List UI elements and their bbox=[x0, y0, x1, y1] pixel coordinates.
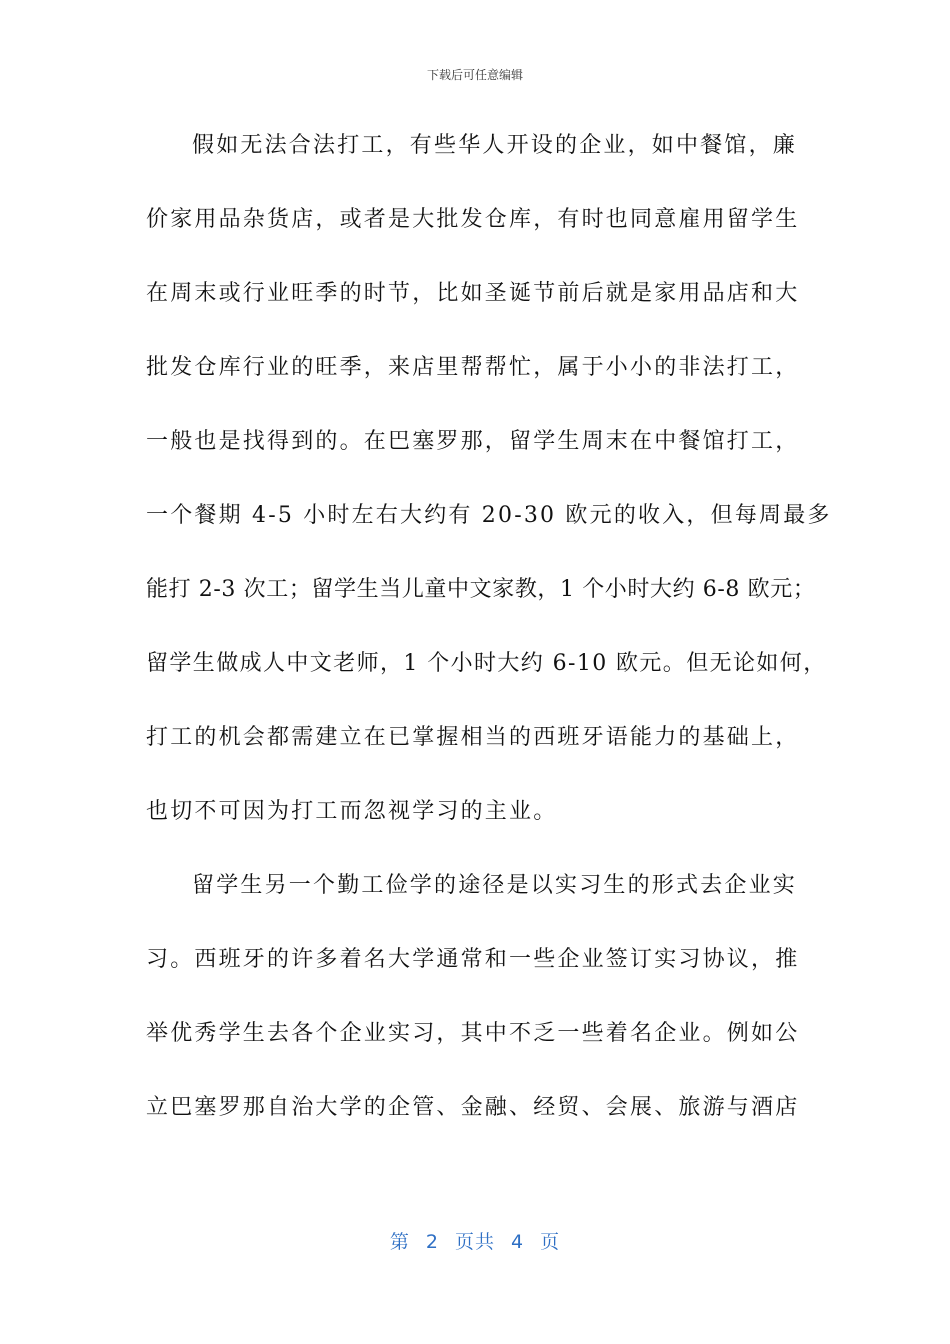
text-line-11: 留学生另一个勤工俭学的途径是以实习生的形式去企业实 bbox=[192, 873, 798, 898]
text-line-7: 能打 2-3 次工；留学生当儿童中文家教，1 个小时大约 6-8 欧元； bbox=[146, 577, 816, 602]
text-line-13: 举优秀学生去各个企业实习，其中不乏一些着名企业。例如公 bbox=[146, 1021, 800, 1046]
header-note: 下载后可任意编辑 bbox=[426, 68, 523, 82]
text-line-10: 也切不可因为打工而忽视学习的主业。 bbox=[146, 799, 558, 824]
text-line-1: 假如无法合法打工，有些华人开设的企业，如中餐馆，廉 bbox=[192, 133, 798, 158]
text-line-5: 一般也是找得到的。在巴塞罗那，留学生周末在中餐馆打工， bbox=[146, 429, 800, 454]
footer-prefix: 第 bbox=[389, 1231, 410, 1253]
footer-total-pages: 4 bbox=[511, 1231, 525, 1253]
page-footer bbox=[0, 1227, 950, 1254]
footer-suffix: 页 bbox=[540, 1231, 561, 1253]
text-line-3: 在周末或行业旺季的时节，比如圣诞节前后就是家用品店和大 bbox=[146, 281, 800, 306]
footer-current-page: 2 bbox=[425, 1231, 439, 1253]
text-line-2: 价家用品杂货店，或者是大批发仓库，有时也同意雇用留学生 bbox=[146, 207, 800, 232]
text-line-6: 一个餐期 4-5 小时左右大约有 20-30 欧元的收入，但每周最多 bbox=[146, 503, 832, 528]
footer-middle: 页共 bbox=[454, 1231, 495, 1253]
text-line-9: 打工的机会都需建立在已掌握相当的西班牙语能力的基础上， bbox=[146, 725, 800, 750]
text-line-8: 留学生做成人中文老师，1 个小时大约 6-10 欧元。但无论如何， bbox=[146, 651, 827, 676]
text-line-12: 习。西班牙的许多着名大学通常和一些企业签订实习协议，推 bbox=[146, 947, 800, 972]
text-line-4: 批发仓库行业的旺季，来店里帮帮忙，属于小小的非法打工， bbox=[146, 355, 800, 380]
text-line-14: 立巴塞罗那自治大学的企管、金融、经贸、会展、旅游与酒店 bbox=[146, 1095, 800, 1120]
